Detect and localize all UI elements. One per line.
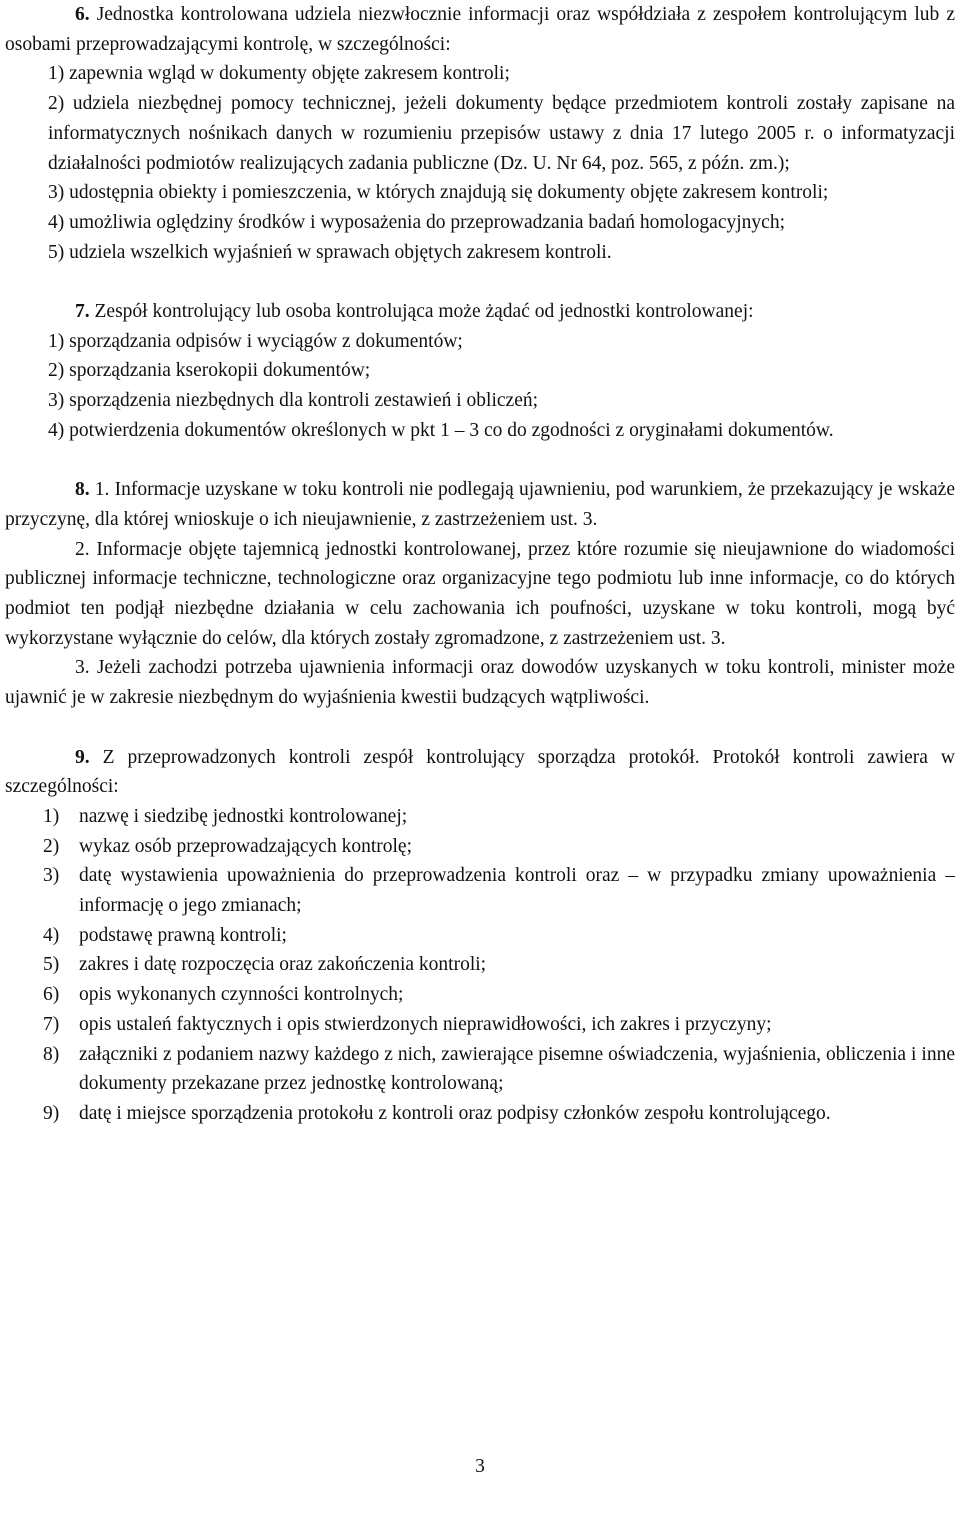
section-7: [5, 297, 955, 446]
section-8: [5, 475, 955, 713]
document-page: [5, 0, 955, 1129]
list-item: 5) udziela wszelkich wyjaśnień w sprawach objętych zakresem kontroli.: [48, 241, 612, 263]
list-item: [5, 861, 955, 920]
list-item-text: podstawę prawną kontroli;: [79, 924, 287, 946]
section-number: 7.: [75, 301, 90, 323]
list-item: 1) sporządzania odpisów i wyciągów z dokumentów;: [48, 330, 463, 352]
section-6-intro: [5, 0, 955, 59]
section-text: Z przeprowadzonych kontroli zespół kontrolujący sporządza protokół. Protokół kontroli zawiera w szczególności:: [5, 746, 955, 798]
list-item-text: datę wystawienia upoważnienia do przeprowadzenia kontroli oraz – w przypadku zmiany upoważnienia – informację o jego zmianach;: [79, 865, 955, 917]
section-9-intro: [5, 743, 955, 802]
list-item: 4) umożliwia oględziny środków i wyposażenia do przeprowadzania badań homologacyjnych;: [48, 211, 785, 233]
section-number: 9.: [75, 746, 90, 768]
list-item: 1) zapewnia wgląd w dokumenty objęte zakresem kontroli;: [48, 63, 510, 85]
list-item: 3) sporządzenia niezbędnych dla kontroli zestawień i obliczeń;: [48, 390, 539, 412]
list-marker: 8): [43, 1043, 60, 1065]
section-8-paragraph-1: [5, 475, 955, 534]
list-marker: 5): [43, 954, 60, 976]
list-marker: 3): [43, 865, 60, 887]
list-item: [5, 832, 955, 862]
list-item: [5, 921, 955, 951]
list-item: 3) udostępnia obiekty i pomieszczenia, w których znajdują się dokumenty objęte zakresem kontroli;: [48, 182, 829, 204]
list-item-text: datę i miejsce sporządzenia protokołu z kontroli oraz podpisy członków zespołu kontrolującego.: [79, 1102, 831, 1124]
list-item-text: opis ustaleń faktycznych i opis stwierdzonych nieprawidłowości, ich zakres i przyczyny;: [79, 1013, 772, 1035]
list-item-text: załączniki z podaniem nazwy każdego z nich, zawierające pisemne oświadczenia, wyjaśnienia, obliczenia i inne dokumenty przekazane przez jednostkę kontrolowaną;: [79, 1043, 955, 1095]
list-item: [5, 950, 955, 980]
section-9: [5, 743, 955, 1129]
section-text: Zespół kontrolujący lub osoba kontrolująca może żądać od jednostki kontrolowanej:: [94, 301, 754, 323]
section-7-intro: [5, 297, 955, 327]
spacer: [5, 713, 955, 743]
section-6: [5, 0, 955, 267]
list-item: 2) sporządzania kserokopii dokumentów;: [48, 360, 371, 382]
list-marker: 9): [43, 1102, 60, 1124]
list-item-text: zakres i datę rozpoczęcia oraz zakończenia kontroli;: [79, 954, 487, 976]
list-marker: 7): [43, 1013, 60, 1035]
section-8-paragraph-2: 2. Informacje objęte tajemnicą jednostki kontrolowanej, przez które rozumie się nieujawnione do wiadomości publicznej informacje techniczne, technologiczne oraz organizacyjne tego podmiotu lub inne informacje, co do których podmiot ten podjął niezbędne działania w celu zachowania ich poufności, uzyskane w toku kontroli, mogą być wykorzystane wyłącznie do celów, dla których zostały zgromadzone, z zastrzeżeniem ust. 3.: [5, 538, 955, 649]
list-marker: 2): [43, 835, 60, 857]
list-item-text: nazwę i siedzibę jednostki kontrolowanej;: [79, 805, 408, 827]
spacer: [5, 267, 955, 297]
section-8-paragraph-3: 3. Jeżeli zachodzi potrzeba ujawnienia informacji oraz dowodów uzyskanych w toku kontroli, minister może ujawnić je w zakresie niezbędnym do wyjaśnienia kwestii budzących wątpliwości.: [5, 657, 955, 709]
list-item: [5, 1010, 955, 1040]
list-item: [5, 980, 955, 1010]
spacer: [5, 446, 955, 476]
list-item: [5, 1099, 955, 1129]
list-item: [5, 1040, 955, 1099]
list-marker: 4): [43, 924, 60, 946]
paragraph-text: 1. Informacje uzyskane w toku kontroli nie podlegają ujawnieniu, pod warunkiem, że przekazujący je wskaże przyczynę, dla której wnioskuje o ich nieujawnienie, z zastrzeżeniem ust. 3.: [5, 479, 955, 530]
list-marker: 6): [43, 984, 60, 1006]
section-text: Jednostka kontrolowana udziela niezwłocznie informacji oraz współdziała z zespołem kontrolującym lub z osobami przeprowadzającymi kontrolę, w szczególności:: [5, 4, 956, 55]
list-item: [5, 802, 955, 832]
section-number: 6.: [75, 4, 90, 25]
list-item-text: opis wykonanych czynności kontrolnych;: [79, 984, 404, 1006]
page-number: 3: [475, 1456, 485, 1477]
list-item: 2) udziela niezbędnej pomocy technicznej, jeżeli dokumenty będące przedmiotem kontroli zostały zapisane na informatycznych nośnikach danych w rozumieniu przepisów ustawy z dnia 17 lutego 2005 r. o informatyzacji działalności podmiotów realizujących zadania publiczne (Dz. U. Nr 64, poz. 565, z późn. zm.);: [48, 93, 955, 174]
list-item-text: wykaz osób przeprowadzających kontrolę;: [79, 835, 412, 857]
list-item: 4) potwierdzenia dokumentów określonych w pkt 1 – 3 co do zgodności z oryginałami dokumentów.: [48, 419, 834, 441]
section-number: 8.: [75, 479, 90, 501]
protocol-contents-list: [5, 802, 955, 1129]
list-marker: 1): [43, 805, 60, 827]
